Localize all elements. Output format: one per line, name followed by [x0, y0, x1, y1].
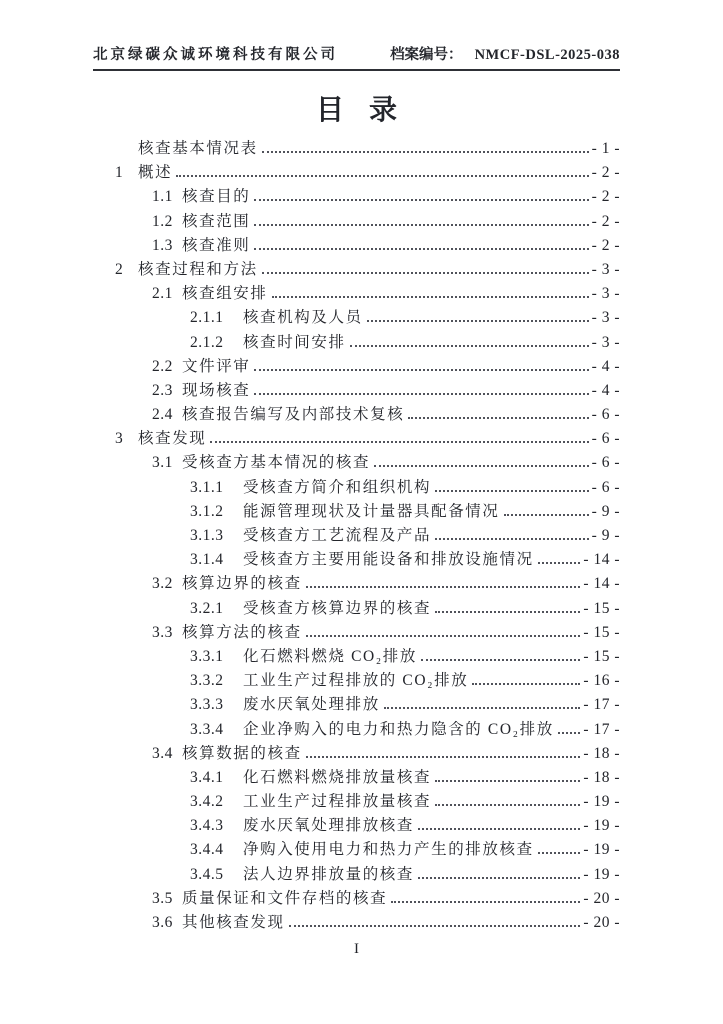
- toc-entry-label: 净购入使用电力和热力产生的排放核查: [243, 841, 534, 859]
- toc-entry-page: - 15 -: [583, 647, 620, 665]
- toc-entry: [93, 451, 620, 475]
- toc-entry-number: 3.4.5: [190, 865, 224, 883]
- toc-entry-label: 受核查方核算边界的核查: [243, 599, 432, 617]
- toc-entry-label: 现场核查: [182, 381, 251, 399]
- toc-entry-label: 核查组安排: [182, 285, 268, 303]
- page-header: [93, 46, 620, 71]
- toc-dot-leader: [306, 635, 581, 637]
- toc-entry-label: 核查准则: [182, 236, 251, 254]
- toc-entry: [93, 597, 620, 621]
- toc-entry-page: - 14 -: [583, 575, 620, 593]
- toc-entry-number: 2.1: [152, 285, 173, 303]
- toc-entry: [93, 379, 620, 403]
- toc-entry-page: - 6 -: [591, 478, 620, 496]
- toc-entry-page: - 2 -: [591, 236, 620, 254]
- toc-entry-page: - 19 -: [583, 817, 620, 835]
- toc-dot-leader: [435, 538, 589, 540]
- toc-dot-leader: [272, 296, 589, 298]
- toc-entry-label: 其他核查发现: [182, 914, 285, 931]
- toc-entry-page: - 19 -: [583, 865, 620, 883]
- toc-entry: [93, 645, 620, 669]
- toc-entry: [93, 524, 620, 548]
- toc-entry-page: - 18 -: [583, 768, 620, 786]
- toc-dot-leader: [289, 925, 581, 927]
- toc-entry-number: 3.3.4: [190, 720, 224, 738]
- toc-entry-page: - 20 -: [583, 914, 620, 931]
- toc-entry-label: 化石燃料燃烧 CO₂排放: [243, 647, 418, 665]
- toc-entry-label: 受核查方工艺流程及产品: [243, 527, 432, 544]
- toc-entry-label: 核查发现: [138, 430, 207, 448]
- toc-dot-leader: [538, 562, 581, 564]
- toc-entry-page: - 1 -: [591, 140, 620, 157]
- toc-entry-label: 核查过程和方法: [138, 260, 258, 278]
- toc-entry: [93, 306, 620, 330]
- toc-entry-page: - 3 -: [591, 309, 620, 327]
- toc-entry-number: 3: [115, 430, 124, 448]
- toc-entry-number: 3.2.1: [190, 599, 224, 617]
- toc-entry-number: 2: [115, 260, 124, 278]
- toc-entry: [93, 814, 620, 838]
- toc-entry: [93, 790, 620, 814]
- toc-entry-number: 2.1.2: [190, 333, 224, 351]
- toc-entry-page: - 6 -: [591, 454, 620, 472]
- archive-number-value: NMCF-DSL-2025-038: [474, 47, 620, 63]
- toc-entry: [93, 185, 620, 209]
- toc-entry-label: 受核查方主要用能设备和排放设施情况: [243, 551, 534, 569]
- toc-entry-page: - 4 -: [591, 381, 620, 399]
- header-company-name: 北京绿碳众诚环境科技有限公司: [93, 47, 338, 63]
- toc-dot-leader: [254, 393, 588, 395]
- toc-entry-page: - 4 -: [591, 357, 620, 375]
- toc-entry: [93, 911, 620, 935]
- toc-entry-number: 3.5: [152, 889, 173, 907]
- toc-entry-label: 工业生产过程排放量核查: [243, 793, 432, 811]
- toc-entry: [93, 548, 620, 572]
- toc-entry-page: - 6 -: [591, 406, 620, 424]
- toc-dot-leader: [435, 490, 589, 492]
- toc-entry-label: 法人边界排放量的核查: [243, 865, 415, 883]
- toc-entry-number: 2.2: [152, 357, 173, 375]
- toc-entry-number: 3.1: [152, 454, 173, 472]
- toc-entry-number: 3.3.3: [190, 696, 224, 714]
- toc-dot-leader: [504, 514, 589, 516]
- toc-entry: [93, 693, 620, 717]
- toc-entry-label: 企业净购入的电力和热力隐含的 CO₂排放: [243, 720, 554, 738]
- toc-entry-label: 核算数据的核查: [182, 744, 302, 762]
- toc-dot-leader: [558, 732, 581, 734]
- toc-entry-label: 核查报告编写及内部技术复核: [182, 406, 405, 424]
- toc-entry: [93, 234, 620, 258]
- toc-entry-label: 废水厌氧处理排放: [243, 696, 380, 714]
- toc-entry-number: 3.6: [152, 914, 173, 931]
- toc-entry-number: 1.3: [152, 236, 173, 254]
- toc-entry: [93, 742, 620, 766]
- toc-entry: [93, 669, 620, 693]
- toc-entry-page: - 6 -: [591, 430, 620, 448]
- toc-entry: [93, 258, 620, 282]
- toc-entry-number: 3.3.2: [190, 672, 224, 690]
- toc-dot-leader: [367, 320, 589, 322]
- toc-entry-page: - 2 -: [591, 164, 620, 182]
- footer-page-number: I: [354, 941, 359, 958]
- toc-entry-number: 3.4.3: [190, 817, 224, 835]
- toc-entry: [93, 355, 620, 379]
- toc-dot-leader: [374, 465, 589, 467]
- toc-entry-page: - 17 -: [583, 696, 620, 714]
- toc-entry-page: - 2 -: [591, 188, 620, 206]
- toc-entry-label: 质量保证和文件存档的核查: [182, 889, 388, 907]
- toc-dot-leader: [306, 756, 581, 758]
- toc-entry-page: - 3 -: [591, 333, 620, 351]
- toc-entry-page: - 16 -: [583, 672, 620, 690]
- toc-entry-number: 3.1.2: [190, 502, 224, 520]
- toc-dot-leader: [210, 441, 588, 443]
- toc-title: 目 录: [315, 95, 406, 126]
- toc-dot-leader: [254, 199, 588, 201]
- toc-entry-page: - 15 -: [583, 599, 620, 617]
- toc-entry-label: 废水厌氧处理排放核查: [243, 817, 415, 835]
- toc-entry: [93, 210, 620, 234]
- toc-entry-page: - 17 -: [583, 720, 620, 738]
- toc-entry: [93, 863, 620, 887]
- toc-entry-number: 1.2: [152, 212, 173, 230]
- toc-entry: [93, 718, 620, 742]
- toc-entry-page: - 2 -: [591, 212, 620, 230]
- toc-dot-leader: [408, 417, 588, 419]
- toc-entry-number: 3.1.3: [190, 527, 224, 544]
- toc-entry-label: 概述: [138, 164, 173, 182]
- toc-entry-page: - 3 -: [591, 260, 620, 278]
- toc-entry-number: 3.4.1: [190, 768, 224, 786]
- toc-entry-page: - 20 -: [583, 889, 620, 907]
- toc-entry-page: - 14 -: [583, 551, 620, 569]
- toc-entry: [93, 766, 620, 790]
- toc-entry: [93, 476, 620, 500]
- toc-dot-leader: [384, 707, 581, 709]
- toc-entry-label: 核算方法的核查: [182, 623, 302, 641]
- toc-entry-label: 核查基本情况表: [138, 140, 258, 157]
- toc-entry-number: 1: [115, 164, 124, 182]
- toc-dot-leader: [538, 852, 581, 854]
- toc-dot-leader: [262, 272, 589, 274]
- toc-dot-leader: [350, 345, 589, 347]
- page-footer: [93, 941, 620, 958]
- header-archive: [390, 46, 620, 64]
- toc-dot-leader: [254, 248, 588, 250]
- toc-dot-leader: [435, 804, 580, 806]
- toc-entry-number: 2.4: [152, 406, 173, 424]
- toc-entry: [93, 427, 620, 451]
- toc-entry-page: - 9 -: [591, 502, 620, 520]
- toc-dot-leader: [418, 877, 580, 879]
- toc-entry-number: 3.4: [152, 744, 173, 762]
- toc-entry-label: 受核查方基本情况的核查: [182, 454, 371, 472]
- toc-entry-number: 2.3: [152, 381, 173, 399]
- toc-dot-leader: [418, 828, 580, 830]
- toc-entry-number: 3.1.4: [190, 551, 224, 569]
- toc-entry-page: - 3 -: [591, 285, 620, 303]
- toc-entry-number: 2.1.1: [190, 309, 224, 327]
- toc-entry: [93, 500, 620, 524]
- toc-entry-number: 1.1: [152, 188, 173, 206]
- toc-entry-label: 核算边界的核查: [182, 575, 302, 593]
- toc-dot-leader: [306, 586, 581, 588]
- toc-entry: [93, 572, 620, 596]
- toc-entry: [93, 137, 620, 161]
- toc-dot-leader: [435, 611, 580, 613]
- toc-entry-label: 文件评审: [182, 357, 251, 375]
- toc-entry-number: 3.4.4: [190, 841, 224, 859]
- toc-entry-number: 3.3.1: [190, 647, 224, 665]
- toc-dot-leader: [472, 683, 580, 685]
- toc-entry-label: 能源管理现状及计量器具配备情况: [243, 502, 500, 520]
- toc-entry: [93, 161, 620, 185]
- toc-dot-leader: [421, 659, 580, 661]
- toc-entry-label: 核查机构及人员: [243, 309, 363, 327]
- toc-entry-label: 工业生产过程排放的 CO₂排放: [243, 672, 469, 690]
- toc-entry: [93, 887, 620, 911]
- toc-entry-page: - 9 -: [591, 527, 620, 544]
- toc-entry-number: 3.3: [152, 623, 173, 641]
- toc-entry-label: 核查目的: [182, 188, 251, 206]
- toc-entry-page: - 19 -: [583, 793, 620, 811]
- toc-entry: [93, 838, 620, 862]
- toc-entry-page: - 19 -: [583, 841, 620, 859]
- toc-entry-label: 核查时间安排: [243, 333, 346, 351]
- toc-entry: [93, 331, 620, 355]
- toc-entry: [93, 403, 620, 427]
- toc-entry-page: - 18 -: [583, 744, 620, 762]
- toc-entry-number: 3.2: [152, 575, 173, 593]
- toc-dot-leader: [176, 175, 588, 177]
- toc-entry-number: 3.1.1: [190, 478, 224, 496]
- archive-number-label: 档案编号：: [390, 47, 463, 63]
- toc-entry-page: - 15 -: [583, 623, 620, 641]
- toc-dot-leader: [254, 224, 588, 226]
- toc-dot-leader: [435, 780, 580, 782]
- toc-entry-label: 受核查方简介和组织机构: [243, 478, 432, 496]
- toc-dot-leader: [391, 901, 580, 903]
- toc-list: [93, 137, 620, 935]
- toc-entry-label: 化石燃料燃烧排放量核查: [243, 768, 432, 786]
- toc-entry-number: 3.4.2: [190, 793, 224, 811]
- toc-entry: [93, 621, 620, 645]
- toc-entry-label: 核查范围: [182, 212, 251, 230]
- toc-dot-leader: [262, 151, 589, 153]
- toc-entry: [93, 282, 620, 306]
- toc-dot-leader: [254, 369, 588, 371]
